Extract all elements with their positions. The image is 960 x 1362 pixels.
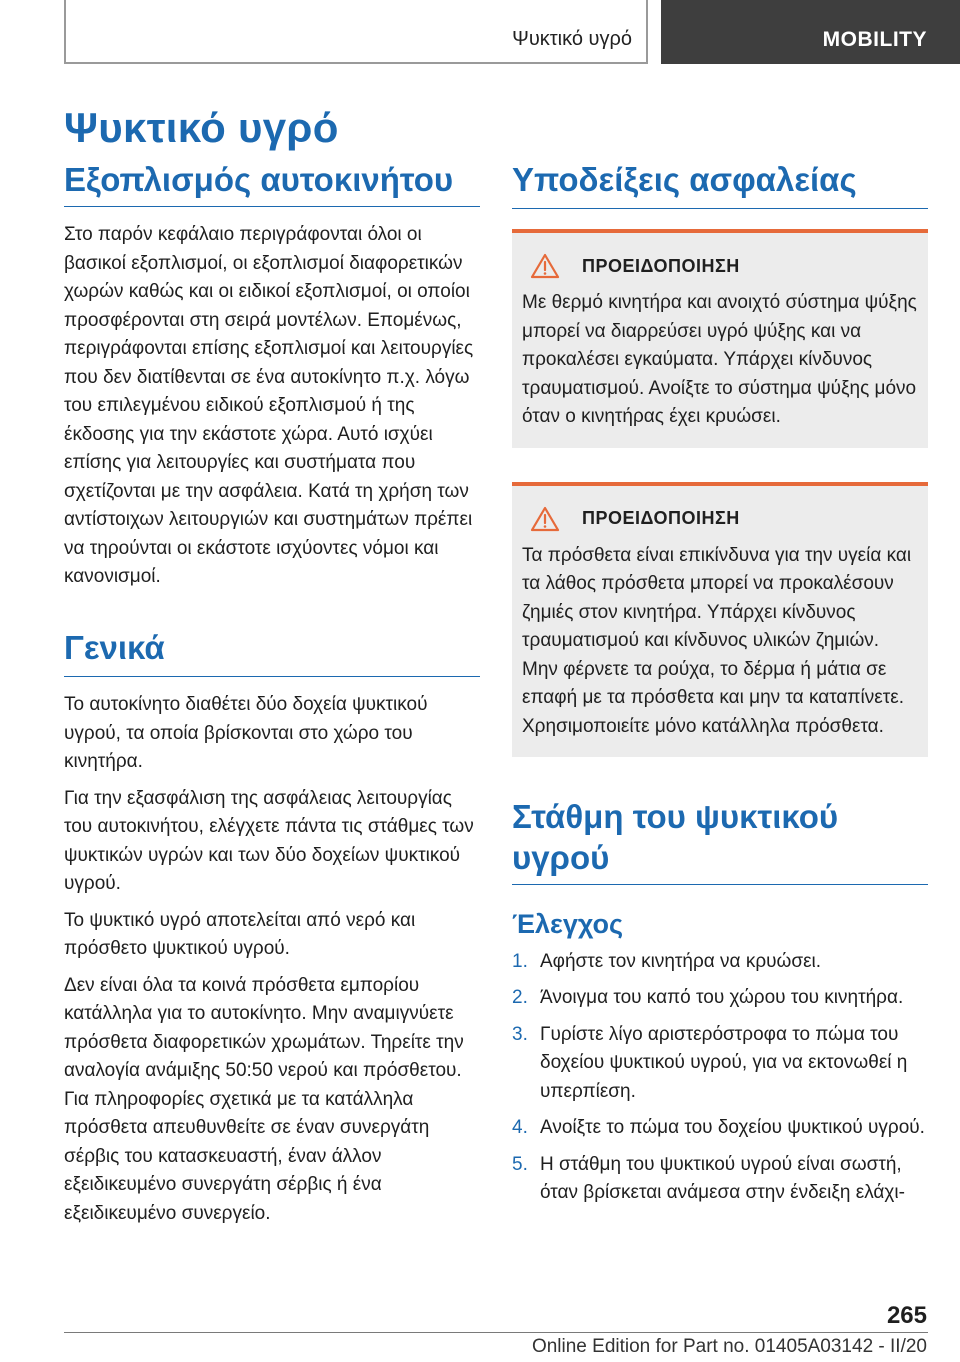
right-column bbox=[512, 160, 928, 1216]
footer-divider bbox=[64, 1332, 928, 1333]
list-item bbox=[512, 1021, 928, 1107]
header-chapter-box bbox=[64, 0, 648, 64]
equipment-paragraph: Στο παρόν κεφάλαιο περιγράφονται όλοι οι βασικοί εξοπλισμοί, οι εξοπλισμοί διαφορετικών χωρών καθώς και οι ειδικοί εξοπλισμοί, οι οποίοι προσφέρονται στη σειρά μοντέλων. Επομένως, περιγράφονται επίσης εξοπλισμοί και λειτουργίες που δεν διατίθενται σε ένα αυτοκίνητο π.χ. λόγω του επιλεγμένου ειδικού εξοπλισμού ή της έκδοσης για την εκάστοτε χώρα. Αυτό ισχύει επίσης για λειτουργίες και συστήματα που σχετίζονται με την ασφάλεια. Κατά τη χρήση των αντίστοιχων λειτουργιών και συστημάτων πρέπει να τηρούνται οι εκάστοτε ισχύοντες νόμοι και κανονισμοί. bbox=[64, 224, 474, 588]
list-item bbox=[512, 984, 928, 1013]
list-item bbox=[512, 1114, 928, 1143]
general-paragraph-4: Δεν είναι όλα τα κοινά πρόσθετα εμπορίου κατάλληλα για το αυτοκίνητο. Μην αναμιγνύετε πρόσθετα διαφορετικών χρωμάτων. Τηρείτε την αναλογία ανάμιξης 50:50 νερού και πρόσθετου. Για πληροφορίες σχετικά με τα κατάλληλα πρόσθετα απευθυνθείτε σε έναν συνεργάτη σέρβις του κατασκευαστή, έναν άλλον εξειδικευμένο συνεργάτη σέρβις ή ένα εξειδικευμένο συνεργείο. bbox=[64, 974, 464, 1224]
warning-text: Τα πρόσθετα είναι επικίνδυνα για την υγεία και τα λάθος πρόσθετα μπορεί να προκαλέσουν ζημιές στον κινητήρα. Υπάρχει κίνδυνος τραυματισμού και κίνδυνος υλικών ζημιών. Μην φέρνετε τα ρούχα, το δέρμα ή μάτια σε επαφή με τα πρόσθετα και μην τα καταπίνετε. Χρησιμοποιείτε μόνο κατάλληλα πρόσθετα. bbox=[522, 544, 912, 737]
page-title: Ψυκτικό υγρό bbox=[64, 104, 339, 151]
header-section-tab[interactable] bbox=[661, 0, 960, 64]
section-safety-notes bbox=[512, 160, 928, 757]
header-section-label: MOBILITY bbox=[822, 28, 927, 51]
page-number: 265 bbox=[886, 1302, 927, 1329]
step-text: Άνοιγμα του καπό του χώρου του κινητήρα. bbox=[540, 987, 904, 1009]
list-item bbox=[512, 948, 928, 977]
warning-label: ΠΡΟΕΙΔΟΠΟΙΗΣΗ bbox=[582, 508, 740, 529]
check-steps-list bbox=[512, 948, 928, 1208]
step-number: 2. bbox=[512, 987, 528, 1009]
step-text: Ανοίξτε το πώμα του δοχείου ψυκτικού υγρού. bbox=[540, 1117, 925, 1139]
warning-header bbox=[522, 506, 918, 532]
section-heading-general: Γενικά bbox=[64, 628, 480, 677]
warning-triangle-icon bbox=[530, 506, 560, 532]
section-heading-equipment: Εξοπλισμός αυτοκινήτου bbox=[64, 160, 480, 207]
section-vehicle-equipment bbox=[64, 160, 480, 592]
warning-header bbox=[522, 253, 918, 279]
warning-text: Με θερμό κινητήρα και ανοιχτό σύστημα ψύξης μπορεί να διαρρεύσει υγρό ψύξης και να προκαλέσει εγκαύματα. Υπάρχει κίνδυνος τραυματισμού. Ανοίξτε το σύστημα ψύξης μόνο όταν ο κινητήρας έχει κρυώσει. bbox=[522, 292, 917, 428]
general-paragraph-1: Το αυτοκίνητο διαθέτει δύο δοχεία ψυκτικού υγρού, τα οποία βρίσκονται στο χώρο του κινητήρα. bbox=[64, 694, 428, 772]
step-text: Η στάθμη του ψυκτικού υγρού είναι σωστή, όταν βρίσκεται ανάμεσα στην ένδειξη ελάχι- bbox=[540, 1153, 905, 1204]
step-text: Αφήστε τον κινητήρα να κρυώσει. bbox=[540, 950, 822, 972]
step-number: 5. bbox=[512, 1153, 528, 1175]
header-chapter-title: Ψυκτικό υγρό bbox=[512, 28, 632, 50]
footer-edition-text: Online Edition for Part no. 01405A03142 - II/20 bbox=[531, 1336, 927, 1357]
subheading-check: Έλεγχος bbox=[512, 908, 623, 939]
step-number: 3. bbox=[512, 1023, 528, 1045]
section-heading-safety: Υποδείξεις ασφαλείας bbox=[512, 160, 928, 209]
step-number: 1. bbox=[512, 950, 528, 972]
general-paragraph-2: Για την εξασφάλιση της ασφάλειας λειτουργίας του αυτοκινήτου, ελέγχετε πάντα τις στάθμες των ψυκτικών υγρών και των δύο δοχείων ψυκτικού υγρού. bbox=[64, 787, 474, 894]
warning-box bbox=[512, 229, 928, 448]
warning-label: ΠΡΟΕΙΔΟΠΟΙΗΣΗ bbox=[582, 255, 740, 276]
section-heading-coolant-level: Στάθμη του ψυκτικού υγρού bbox=[512, 797, 928, 885]
warning-box bbox=[512, 482, 928, 758]
warning-triangle-icon bbox=[530, 253, 560, 279]
section-coolant-level bbox=[512, 797, 928, 1208]
section-general bbox=[64, 628, 480, 1228]
step-number: 4. bbox=[512, 1117, 528, 1139]
general-paragraph-3: Το ψυκτικό υγρό αποτελείται από νερό και πρόσθετο ψυκτικού υγρού. bbox=[64, 909, 416, 959]
step-text: Γυρίστε λίγο αριστερόστροφα το πώμα του δοχείου ψυκτικού υγρού, για να εκτονωθεί η υπερπίεση. bbox=[540, 1023, 908, 1102]
left-column bbox=[64, 160, 480, 1236]
list-item bbox=[512, 1151, 928, 1208]
